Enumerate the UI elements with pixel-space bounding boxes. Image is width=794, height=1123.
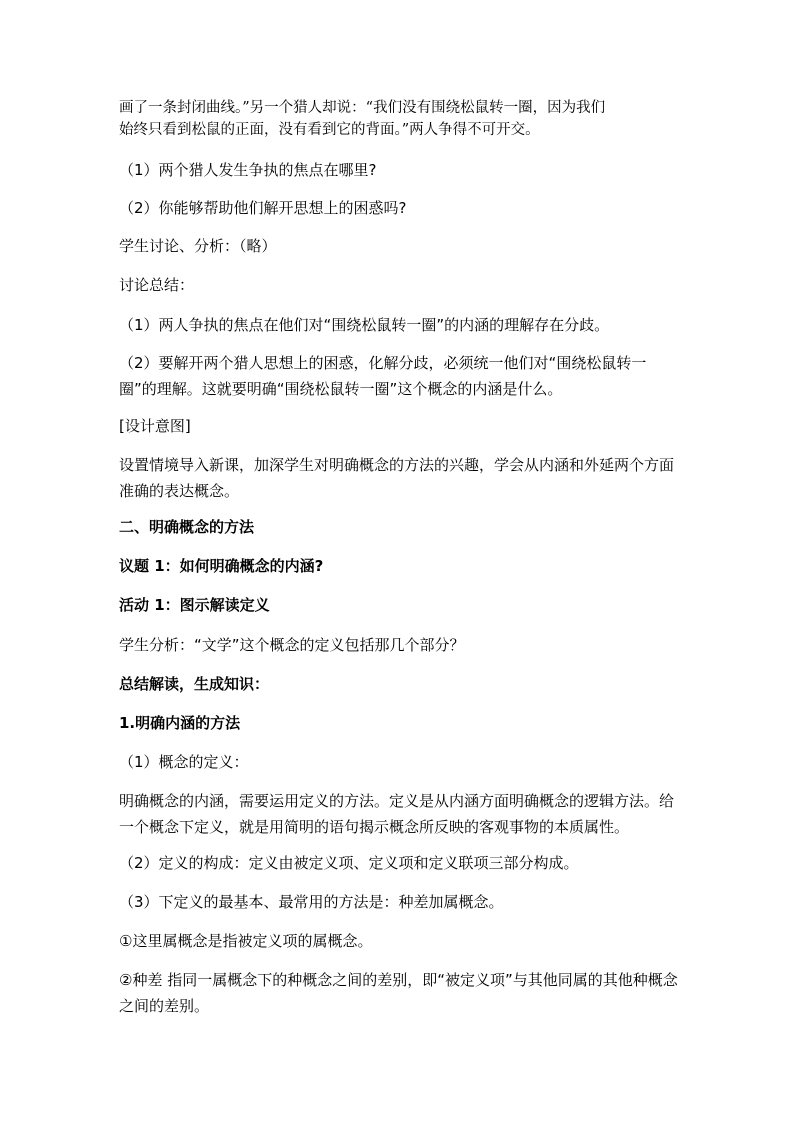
summary-heading: 总结解读，生成知识： bbox=[119, 675, 270, 693]
basic-method: （3）下定义的最基本、最常用的方法是：种差加属概念。 bbox=[119, 893, 504, 911]
genus-note: ①这里属概念是指被定义项的属概念。 bbox=[119, 932, 373, 950]
question-1: （1）两个猎人发生争执的焦点在哪里? bbox=[119, 161, 377, 179]
concept-definition-label: （1）概念的定义： bbox=[119, 753, 249, 771]
story-line-2: 始终只看到松鼠的正面，没有看到它的背面。”两人争得不可开交。 bbox=[119, 122, 540, 138]
difference-note: ②种差 指同一属概念下的种概念之间的差别，即“被定义项”与其他同属的其他种概念之间的差别。 bbox=[119, 971, 678, 1015]
activity-1-heading: 活动 1：图示解读定义 bbox=[119, 596, 270, 614]
discussion-summary: 讨论总结： bbox=[119, 276, 195, 294]
student-discussion: 学生讨论、分析：（略） bbox=[119, 237, 277, 255]
concept-definition-text: 明确概念的内涵，需要运用定义的方法。定义是从内涵方面明确概念的逻辑方法。给一个概念下定义，就是用简明的语句揭示概念所反映的客观事物的本质属性。 bbox=[119, 792, 675, 836]
summary-1: （1）两人争执的焦点在他们对“围绕松鼠转一圈”的内涵的理解存在分歧。 bbox=[119, 316, 610, 334]
definition-structure: （2）定义的构成：定义由被定义项、定义项和定义联项三部分构成。 bbox=[119, 854, 579, 872]
story-line-1: 画了一条封闭曲线。”另一个猎人却说：“我们没有围绕松鼠转一圈，因为我们 bbox=[119, 100, 606, 116]
topic-1-heading: 议题 1：如何明确概念的内涵? bbox=[119, 557, 324, 575]
section-2-heading: 二、明确概念的方法 bbox=[119, 518, 255, 536]
student-analysis: 学生分析：“文学”这个概念的定义包括那几个部分？ bbox=[119, 636, 465, 654]
question-2: （2）你能够帮助他们解开思想上的困惑吗? bbox=[119, 199, 407, 217]
method-heading: 1.明确内涵的方法 bbox=[119, 714, 241, 732]
summary-2: （2）要解开两个猎人思想上的困惑，化解分歧，必须统一他们对“围绕松鼠转一圈”的理解。这就要明确“围绕松鼠转一圈”这个概念的内涵是什么。 bbox=[119, 354, 647, 398]
design-intent-label: [设计意图] bbox=[119, 417, 191, 435]
design-intent-text: 设置情境导入新课，加深学生对明确概念的方法的兴趣，学会从内涵和外延两个方面准确的表达概念。 bbox=[119, 456, 675, 500]
